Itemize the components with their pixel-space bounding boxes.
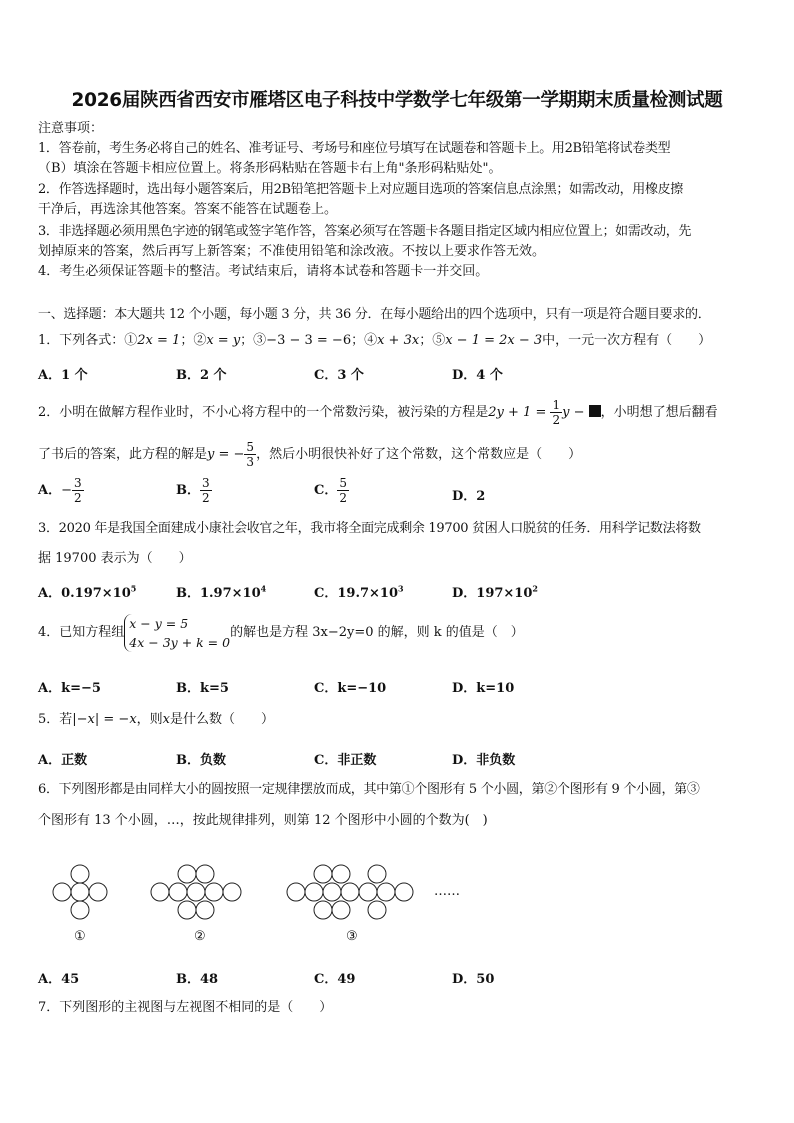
q2-b-label: B． bbox=[176, 483, 200, 498]
fig3-circle bbox=[377, 883, 395, 901]
q6-option-b[interactable]: B．48 bbox=[176, 972, 219, 987]
q2-frac-num: 1 bbox=[552, 398, 561, 412]
notice-heading: 注意事项： bbox=[38, 121, 104, 136]
q4-eq-1: x − y = 5 bbox=[129, 616, 189, 631]
fig3-circle bbox=[359, 883, 377, 901]
q2-sol-left: y = − bbox=[207, 447, 245, 462]
q1-sep-2: ；② bbox=[180, 333, 207, 348]
q3-option-d[interactable] bbox=[452, 582, 538, 601]
q4-suffix: 的解也是方程 3x−2y=0 的解，则 k 的值是（ ） bbox=[230, 625, 524, 640]
figure-label-3: ③ bbox=[346, 929, 358, 944]
q3-b-base: B．1.97×10 bbox=[176, 586, 261, 601]
fig3-circle bbox=[305, 883, 323, 901]
q2-eq-fraction bbox=[550, 398, 562, 427]
q2-option-c[interactable] bbox=[314, 476, 349, 505]
q2-b-den: 2 bbox=[202, 491, 210, 505]
fig2-circle bbox=[178, 865, 196, 883]
q2-c-label: C． bbox=[314, 483, 338, 498]
q1-option-d[interactable]: D．4 个 bbox=[452, 368, 503, 383]
fig3-circle bbox=[395, 883, 413, 901]
fig3-circle bbox=[368, 901, 386, 919]
q2-option-a[interactable] bbox=[38, 476, 84, 505]
q1-option-a[interactable]: A．1 个 bbox=[38, 368, 88, 383]
q5-prefix: 5．若 bbox=[38, 712, 73, 727]
q4-option-d[interactable]: D．k=10 bbox=[452, 681, 515, 696]
q5-option-d[interactable]: D．非负数 bbox=[452, 753, 516, 768]
q6-option-a[interactable]: A．45 bbox=[38, 972, 80, 987]
question-3-line-1: 3．2020 年是我国全面建成小康社会收官之年，我市将全面完成剩余 19700 贫困人口脱贫的任务．用科学记数法将数 bbox=[38, 521, 701, 536]
q1-expr-5: x − 1 = 2x − 3 bbox=[445, 333, 543, 348]
q2-option-b[interactable] bbox=[176, 476, 212, 505]
q2-c-fraction bbox=[337, 476, 349, 505]
q4-option-a[interactable]: A．k=−5 bbox=[38, 681, 101, 696]
fig3-circle bbox=[323, 883, 341, 901]
notice-line-5: 3．非选择题必须用黑色字迹的钢笔或签字笔作答，答案必须写在答题卡各题目指定区域内相应位置上；如需改动，先 bbox=[38, 224, 692, 239]
notice-line-2: （B）填涂在答题卡相应位置上。将条形码粘贴在答题卡右上角"条形码粘贴处"。 bbox=[38, 161, 502, 176]
q4-option-c[interactable]: C．k=−10 bbox=[314, 681, 387, 696]
fig3-circle bbox=[287, 883, 305, 901]
q2-c-num: 5 bbox=[339, 476, 347, 490]
q2-a-label: A． bbox=[38, 483, 62, 498]
question-2-line-1 bbox=[38, 398, 718, 427]
q5-option-c[interactable]: C．非正数 bbox=[314, 753, 377, 768]
page-title: 2026届陕西省西安市雁塔区电子科技中学数学七年级第一学期期末质量检测试题 bbox=[71, 90, 723, 111]
q1-expr-1: 2x = 1 bbox=[137, 333, 181, 348]
fig3-circle bbox=[314, 865, 332, 883]
q5-option-a[interactable]: A．正数 bbox=[38, 753, 88, 768]
q2-eq-left: 2y + 1 = bbox=[488, 405, 551, 420]
q3-a-exp: 5 bbox=[130, 583, 137, 594]
q3-b-exp: 4 bbox=[260, 583, 267, 594]
fig2-circle bbox=[178, 901, 196, 919]
fig1-circle bbox=[71, 883, 89, 901]
q1-sep-3: ；③−3 − 3 = −6；④ bbox=[240, 333, 378, 348]
fig2-circle bbox=[223, 883, 241, 901]
question-6-line-1: 6．下列图形都是由同样大小的圆按照一定规律摆放而成，其中第①个图形有 5 个小圆，第②个图形有 9 个小圆，第③ bbox=[38, 782, 700, 797]
fig3-circle bbox=[368, 865, 386, 883]
notice-line-6: 划掉原来的答案，然后再写上新答案；不准使用铅笔和涂改液。不按以上要求作答无效。 bbox=[38, 244, 546, 259]
q3-option-c[interactable] bbox=[314, 582, 404, 601]
q2-option-d[interactable]: D．2 bbox=[452, 489, 486, 504]
fig3-circle bbox=[314, 901, 332, 919]
notice-line-3: 2．作答选择题时，选出每小题答案后，用2B铅笔把答题卡上对应题目选项的答案信息点涂黑；如需改动，用橡皮擦 bbox=[38, 182, 683, 197]
q6-option-c[interactable]: C．49 bbox=[314, 972, 356, 987]
q1-option-c[interactable]: C．3 个 bbox=[314, 368, 364, 383]
q2-prefix: 2．小明在做解方程作业时，不小心将方程中的一个常数污染，被污染的方程是 bbox=[38, 405, 489, 420]
fig3-circle bbox=[341, 883, 359, 901]
q4-option-b[interactable]: B．k=5 bbox=[176, 681, 229, 696]
fig2-circle bbox=[187, 883, 205, 901]
fig3-circle bbox=[332, 901, 350, 919]
q2-after: ，小明想了想后翻看 bbox=[600, 405, 718, 420]
fig1-circle bbox=[53, 883, 71, 901]
question-1 bbox=[38, 332, 711, 350]
fig3-circle bbox=[332, 865, 350, 883]
q2-sol-num: 5 bbox=[246, 440, 255, 454]
fig2-circle bbox=[196, 865, 214, 883]
q4-equation-system bbox=[124, 614, 230, 652]
ink-stain-box bbox=[589, 405, 601, 417]
q2-c-den: 2 bbox=[339, 491, 347, 505]
q2-sol-fraction bbox=[244, 440, 256, 469]
q2-l2-prefix: 了书后的答案，此方程的解是 bbox=[38, 447, 208, 462]
question-6-line-2: 个图形有 13 个小圆，…，按此规律排列，则第 12 个图形中小圆的个数为( ) bbox=[38, 813, 488, 828]
fig2-circle bbox=[151, 883, 169, 901]
notice-line-1: 1．答卷前，考生务必将自己的姓名、准考证号、考场号和座位号填写在试题卷和答题卡上。用2B铅笔将试卷类型 bbox=[38, 141, 671, 156]
question-7: 7．下列图形的主视图与左视图不相同的是（ ） bbox=[38, 1000, 333, 1015]
notice-line-7: 4．考生必须保证答题卡的整洁。考试结束后，请将本试卷和答题卡一并交回。 bbox=[38, 264, 489, 279]
q5-expr: |−x| = −x bbox=[72, 712, 137, 727]
q3-option-b[interactable] bbox=[176, 582, 266, 601]
q2-frac-den: 2 bbox=[552, 413, 561, 427]
q3-c-base: C．19.7×10 bbox=[314, 586, 398, 601]
q1-sep-5: ；⑤ bbox=[419, 333, 446, 348]
q1-prefix: 1．下列各式：① bbox=[38, 333, 138, 348]
q6-option-d[interactable]: D．50 bbox=[452, 972, 495, 987]
q4-eq-2: 4x − 3y + k = 0 bbox=[129, 635, 231, 650]
q1-expr-2: x = y bbox=[206, 333, 241, 348]
q5-suffix: 是什么数（ ） bbox=[170, 712, 275, 727]
q1-option-b[interactable]: B．2 个 bbox=[176, 368, 227, 383]
figure-label-1: ① bbox=[74, 929, 86, 944]
q3-d-exp: 2 bbox=[532, 583, 538, 594]
q2-b-num: 3 bbox=[202, 476, 210, 490]
fig2-circle bbox=[205, 883, 223, 901]
q2-b-fraction bbox=[200, 476, 212, 505]
section-header: 一、选择题：本大题共 12 个小题，每小题 3 分，共 36 分．在每小题给出的四个选项中，只有一项是符合题目要求的． bbox=[38, 307, 711, 322]
q5-mid: ，则 bbox=[136, 712, 163, 727]
q4-prefix: 4．已知方程组 bbox=[38, 625, 125, 640]
q3-a-base: A．0.197×10 bbox=[38, 586, 131, 601]
fig1-circle bbox=[71, 865, 89, 883]
q2-a-sign: − bbox=[61, 483, 72, 498]
q3-d-base: D．197×10 bbox=[452, 586, 533, 601]
figure-label-2: ② bbox=[194, 929, 206, 944]
figure-ellipsis: …… bbox=[434, 884, 460, 899]
question-4 bbox=[38, 614, 524, 652]
q2-a-fraction bbox=[72, 476, 84, 505]
q2-l2-suffix: ，然后小明很快补好了这个常数，这个常数应是（ ） bbox=[256, 447, 582, 462]
question-5 bbox=[38, 711, 274, 729]
question-2-line-2 bbox=[38, 440, 581, 469]
q3-c-exp: 3 bbox=[398, 583, 404, 594]
circle-pattern-figures bbox=[40, 854, 500, 942]
q1-suffix: 中，一元一次方程有（ ） bbox=[542, 333, 712, 348]
fig2-circle bbox=[196, 901, 214, 919]
q1-expr-4: x + 3x bbox=[377, 333, 420, 348]
question-3-line-2: 据 19700 表示为（ ） bbox=[38, 551, 192, 566]
notice-line-4: 干净后，再选涂其他答案。答案不能答在试题卷上。 bbox=[38, 202, 338, 217]
q2-eq-right: y − bbox=[562, 405, 589, 420]
q3-option-a[interactable] bbox=[38, 582, 136, 601]
q5-var: x bbox=[162, 712, 171, 727]
q2-sol-den: 3 bbox=[246, 455, 255, 469]
fig1-circle bbox=[71, 901, 89, 919]
fig1-circle bbox=[89, 883, 107, 901]
fig2-circle bbox=[169, 883, 187, 901]
q5-option-b[interactable]: B．负数 bbox=[176, 753, 226, 768]
q2-a-den: 2 bbox=[74, 491, 82, 505]
q2-a-num: 3 bbox=[74, 476, 82, 490]
